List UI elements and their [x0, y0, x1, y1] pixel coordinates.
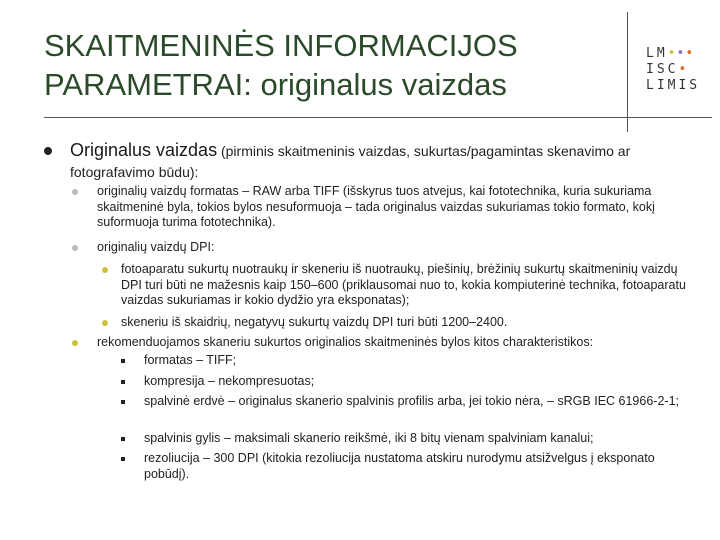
slide-title-line-2: PARAMETRAI: originalus vaizdas — [44, 67, 507, 102]
bullet-square-icon — [121, 359, 125, 363]
bullet-dot-icon — [72, 189, 78, 195]
list-item-spec-bit-depth: spalvinis gylis – maksimali skanerio reikšmė, iki 8 bitų vienam spalviniam kanalui; — [144, 431, 687, 447]
bullet-dot-icon — [102, 320, 108, 326]
list-item-dpi-slides: skeneriu iš skaidrių, negatyvų sukurtų vaizdų DPI turi būti 1200–2400. — [121, 315, 687, 331]
logo-row-3: LIMIS — [646, 78, 701, 93]
bullet-square-icon — [121, 457, 125, 461]
bullet-square-icon — [121, 437, 125, 441]
list-item-dpi: originalių vaizdų DPI: — [97, 240, 687, 256]
list-item-spec-format: formatas – TIFF; — [144, 353, 687, 369]
slide-title — [44, 26, 624, 104]
list-item-spec-color-space: spalvinė erdvė – originalus skanerio spalvinis profilis arba, jei tokio nėra, – sRGB IEC 61966-2-1; — [144, 394, 687, 410]
list-item-recommended: rekomenduojamos skaneriu sukurtos originalios skaitmeninės bylos kitos charakteristikos: — [97, 335, 687, 351]
bullet-square-icon — [121, 400, 125, 404]
main-bullet-text: (pirminis skaitmeninis vaizdas, sukurtas/pagamintas skenavimo ar fotografavimo būdu): — [70, 143, 631, 180]
bullet-square-icon — [121, 380, 125, 384]
bullet-dot-icon — [102, 267, 108, 273]
bullet-dot-icon — [72, 245, 78, 251]
main-bullet-lead: Originalus vaizdas — [70, 140, 218, 160]
list-item-formats: originalių vaizdų formatas – RAW arba TIFF (išskyrus tuos atvejus, kai fototechnika, kuria sukuriama skaitmeninė byla, tokios bylos nesuformuoja – tada originalus vaizdas sukuriamas tokio formato, kokį suformuoja turima fototechnika). — [97, 184, 687, 231]
bullet-dot-icon — [72, 340, 78, 346]
slide-title-line-1: SKAITMENINĖS INFORMACIJOS — [44, 28, 518, 63]
lm-isc-limis-logo — [646, 46, 712, 94]
vertical-divider — [627, 12, 628, 132]
bullet-dot-icon — [44, 147, 52, 155]
main-bullet — [70, 140, 690, 183]
horizontal-divider — [44, 117, 712, 118]
list-item-spec-resolution: rezoliucija – 300 DPI (kitokia rezoliucija nustatoma atskiru nurodymu atsižvelgus į eksponato pobūdį). — [144, 451, 687, 482]
list-item-spec-compression: kompresija – nekompresuotas; — [144, 374, 687, 390]
logo-row-2: ISC• — [646, 62, 688, 77]
logo-row-1: LM••• — [646, 46, 695, 61]
list-item-dpi-camera: fotoaparatu sukurtų nuotraukų ir skeneriu iš nuotraukų, piešinių, brėžinių sukurtų skaitmeninių vaizdų DPI turi būti ne mažesnis kaip 150–600 (priklausomai nuo to, kokia kompiuterinė technika, fotoaparatu vaizdas sukuriamas ir kokio dydžio yra eksponatas); — [121, 262, 687, 309]
